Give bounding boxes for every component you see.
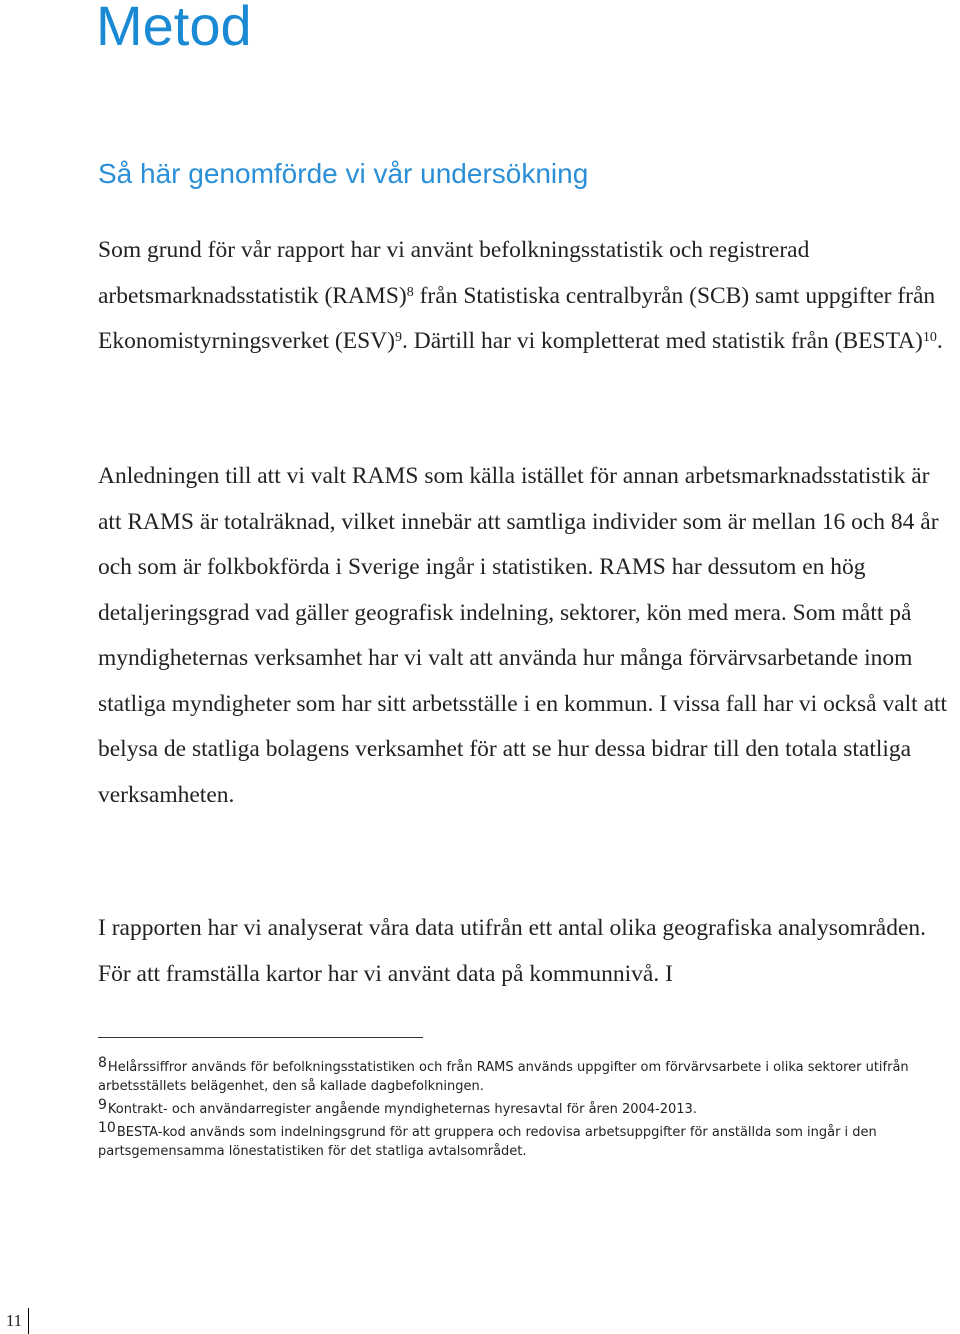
- footnote-9: [98, 1097, 938, 1119]
- page-title: Metod: [96, 0, 252, 57]
- footnote-ref-10[interactable]: 10: [922, 330, 937, 345]
- paragraph-text: .: [936, 328, 943, 354]
- footnote-text: BESTA-kod används som indelningsgrund för att gruppera och redovisa arbetsuppgifter för anställda som ingår i den partsgemensamma lönestatistiken för det statliga avtalsområdet.: [98, 1125, 877, 1159]
- section-heading: Så här genomförde vi vår undersökning: [98, 158, 589, 189]
- paragraph-text: . Därtill har vi kompletterat med statistik från (BESTA): [401, 328, 923, 354]
- footnote-number: 9: [98, 1097, 107, 1113]
- page-number: 11: [0, 1308, 29, 1334]
- footnote-8: [98, 1055, 938, 1096]
- footnote-10: [98, 1120, 938, 1161]
- footnote-separator: [98, 1037, 423, 1038]
- paragraph-analysis-areas: I rapporten har vi analyserat våra data utifrån ett antal olika geografiska analysområden. För att framställa kartor har vi använt data på kommunnivå. I: [98, 915, 927, 987]
- footnote-number: 10: [98, 1120, 116, 1136]
- footnotes: [98, 1055, 938, 1165]
- footnote-ref-8[interactable]: 8: [406, 284, 414, 300]
- footnote-ref-9[interactable]: 9: [394, 330, 402, 345]
- paragraph-rams-rationale: Anledningen till att vi valt RAMS som källa istället för annan arbetsmarknadsstatistik är att RAMS är totalräknad, vilket innebär att samtliga individer som är mellan 16 och 84 år och som är folkbokförda i Sverige ingår i statistiken. RAMS har dessutom en hög detaljeringsgrad vad gäller geografisk indelning, sektorer, kön med mera. Som mått på myndigheternas verksamhet har vi valt att använda hur många förvärvsarbetande inom statliga myndigheter som har sitt arbetsställe i en kommun. I vissa fall har vi också valt att belysa de statliga bolagens verksamhet för att se hur dessa bidrar till den totala statliga verksamheten.: [98, 463, 948, 808]
- paragraph-text: från Statistiska centralbyrån (SCB) samt uppgifter från Ekonomistyrningsverket (ESV): [98, 282, 936, 354]
- footnote-text: Helårssiffror används för befolkningsstatistiken och från RAMS används uppgifter om förvärvsarbete i olika sektorer utifrån arbetsställets belägenhet, den så kallade dagbefolkningen.: [98, 1060, 909, 1094]
- footnote-text: Kontrakt- och användarregister angående myndigheternas hyresavtal för åren 2004-2013.: [107, 1102, 697, 1117]
- footnote-number: 8: [98, 1055, 107, 1071]
- paragraph-text: Som grund för vår rapport har vi använt befolkningsstatistik och registrerad arbetsmarknadsstatistik (RAMS): [98, 237, 810, 309]
- paragraph-sources: [98, 228, 956, 365]
